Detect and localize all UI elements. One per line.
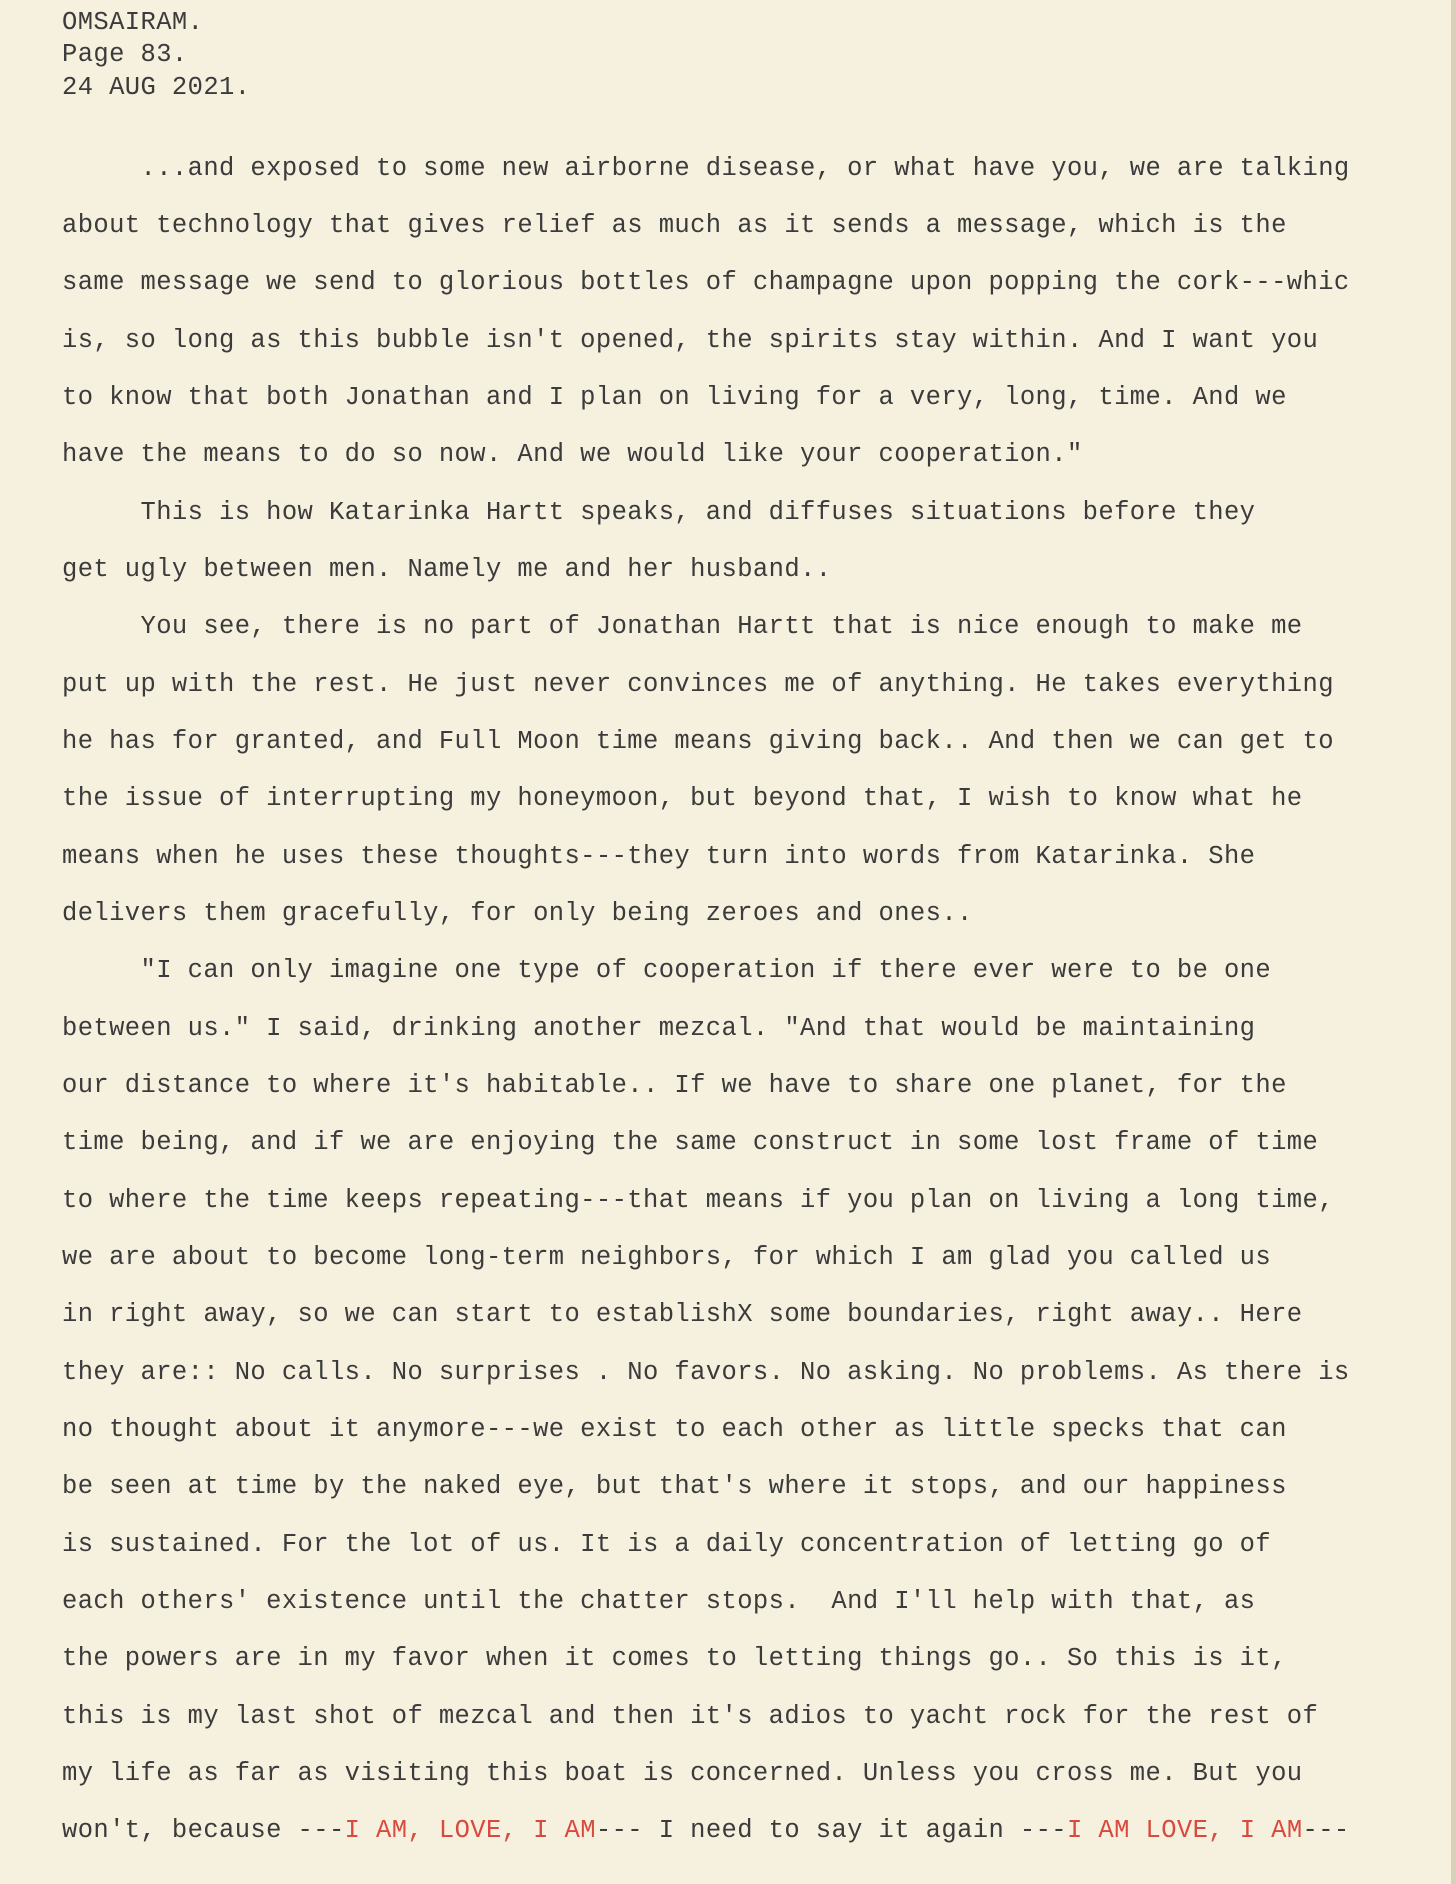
body-line: each others' existence until the chatter stops. And I'll help with that, as [62,1587,1256,1616]
body-line: "I can only imagine one type of cooperation if there ever were to be one [62,956,1272,985]
last-line-text: --- I need to say it again --- [595,1816,1067,1845]
body-line: my life as far as visiting this boat is concerned. Unless you cross me. But you [62,1759,1303,1788]
page-edge [1451,0,1456,1884]
body-line: put up with the rest. He just never convinces me of anything. He takes everything [62,670,1334,699]
body-line: This is how Katarinka Hartt speaks, and diffuses situations before they [62,498,1256,527]
body-line: You see, there is no part of Jonathan Hartt that is nice enough to make me [62,612,1303,641]
body-line: is sustained. For the lot of us. It is a daily concentration of letting go of [62,1530,1272,1559]
body-line: to where the time keeps repeating---that means if you plan on living a long time, [62,1186,1334,1215]
body-line: about technology that gives relief as much as it sends a message, which is the [62,211,1287,240]
page-date: 24 AUG 2021. [62,73,251,102]
body-line: our distance to where it's habitable.. If we have to share one planet, for the [62,1071,1287,1100]
body-line: the issue of interrupting my honeymoon, but beyond that, I wish to know what he [62,784,1303,813]
body-line: means when he uses these thoughts---they turn into words from Katarinka. She [62,842,1256,871]
body-line: to know that both Jonathan and I plan on living for a very, long, time. And we [62,383,1287,412]
body-line: be seen at time by the naked eye, but that's where it stops, and our happiness [62,1472,1287,1501]
body-line: is, so long as this bubble isn't opened, the spirits stay within. And I want you [62,326,1319,355]
body-line: he has for granted, and Full Moon time means giving back.. And then we can get to [62,727,1334,756]
red-ink-phrase: I AM, LOVE, I AM [344,1816,596,1845]
body-line: in right away, so we can start to establishX some boundaries, right away.. Here [62,1300,1303,1329]
body-line: we are about to become long-term neighbors, for which I am glad you called us [62,1243,1272,1272]
body-line: get ugly between men. Namely me and her husband.. [62,555,832,584]
body-line: ...and exposed to some new airborne disease, or what have you, we are talking [62,154,1350,183]
last-line-text: won't, because --- [62,1816,345,1845]
body-line: delivers them gracefully, for only being zeroes and ones.. [62,899,973,928]
body-line: between us." I said, drinking another mezcal. "And that would be maintaining [62,1014,1256,1043]
body-line: have the means to do so now. And we would like your cooperation." [62,440,1083,469]
body-line: no thought about it anymore---we exist to each other as little specks that can [62,1415,1287,1444]
body-line: they are:: No calls. No surprises . No favors. No asking. No problems. As there is [62,1358,1350,1387]
body-line: this is my last shot of mezcal and then it's adios to yacht rock for the rest of [62,1702,1319,1731]
page-number: Page 83. [62,40,188,69]
body-line: time being, and if we are enjoying the same construct in some lost frame of time [62,1128,1319,1157]
body-line: same message we send to glorious bottles of champagne upon popping the cork---whic [62,268,1350,297]
body-line-last [62,1816,1350,1846]
last-line-text: --- [1302,1816,1350,1845]
red-ink-phrase: I AM LOVE, I AM [1066,1816,1303,1845]
body-line: the powers are in my favor when it comes to letting things go.. So this is it, [62,1644,1287,1673]
header-title: OMSAIRAM. [62,8,204,37]
